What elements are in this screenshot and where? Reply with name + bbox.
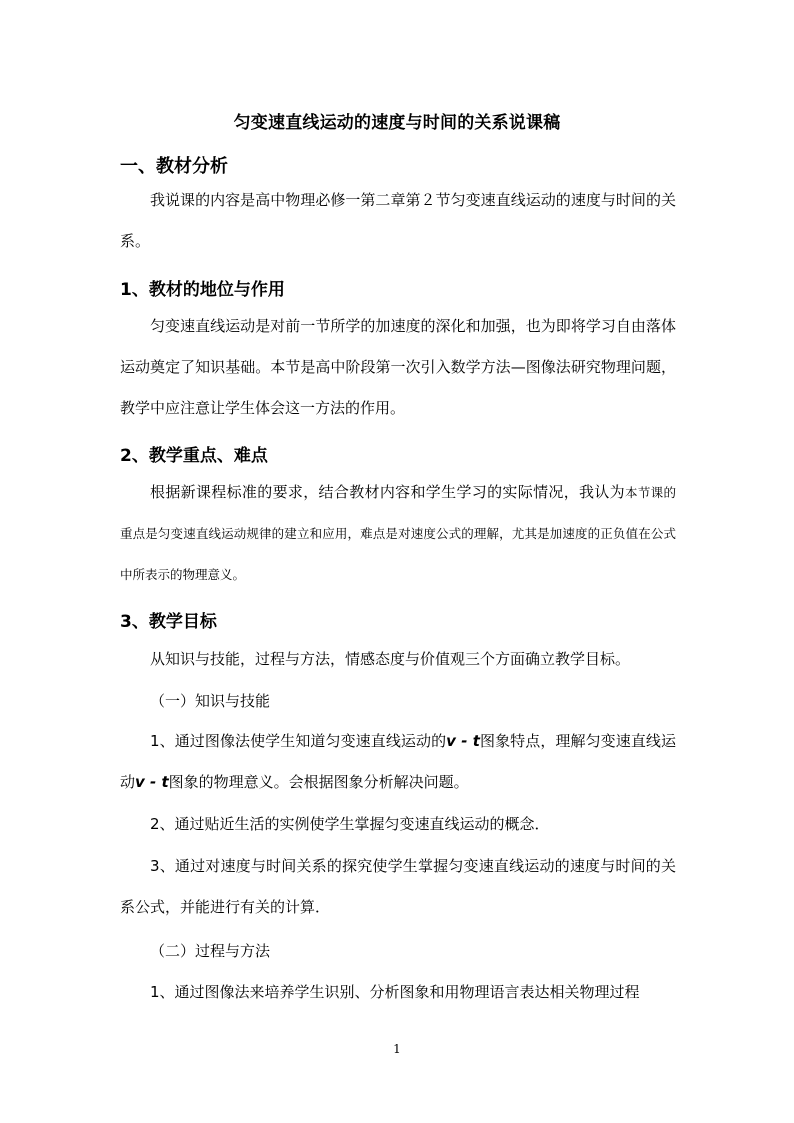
- goal-item-1-text-a: 1、通过图像法使学生知道匀变速直线运动的: [150, 732, 447, 750]
- document-title: 匀变速直线运动的速度与时间的关系说课稿: [233, 113, 561, 133]
- objectives-intro-paragraph: 从知识与技能，过程与方法，情感态度与价值观三个方面确立教学目标。: [150, 650, 631, 668]
- vt-variable-2: v - t: [135, 773, 169, 791]
- key-points-paragraph: [120, 472, 676, 595]
- vt-variable: v - t: [446, 732, 480, 750]
- goal-heading-process-methods: （二）过程与方法: [150, 942, 271, 960]
- goal-item-2: 2、通过贴近生活的实例使学生掌握匀变速直线运动的概念．: [150, 815, 550, 833]
- status-role-paragraph: 匀变速直线运动是对前一节所学的加速度的深化和加强，也为即将学习自由落体运动奠定了知识基础。本节是高中阶段第一次引入数学方法—图像法研究物理问题，教学中应注意让学生体会这一方法的作用。: [120, 317, 676, 417]
- subsection-heading-objectives: 3、教学目标: [120, 612, 217, 632]
- goal-item-3: 3、通过对速度与时间关系的探究使学生掌握匀变速直线运动的速度与时间的关系公式，并能进行有关的计算．: [120, 857, 676, 916]
- goal2-item-1: 1、通过图像法来培养学生识别、分析图象和用物理语言表达相关物理过程: [150, 983, 640, 1001]
- goal-item-1-text-c: 图象的物理意义。会根据图象分析解决问题。: [168, 773, 469, 791]
- page-number: 1: [393, 1042, 401, 1056]
- key-points-text-main: 根据新课程标准的要求，结合教材内容和学生学习的实际情况，我认为: [150, 483, 626, 501]
- section-intro-paragraph: 我说课的内容是高中物理必修一第二章第２节匀变速直线运动的速度与时间的关系。: [120, 191, 676, 250]
- section-heading-textbook-analysis: 一、教材分析: [120, 156, 228, 177]
- goal-item-1-text-b: 图象特点，理解匀变速直线运动: [120, 732, 676, 791]
- goal-heading-knowledge-skills: （一）知识与技能: [150, 692, 271, 710]
- key-points-text-detail: 本节课的重点是匀变速直线运动规律的建立和应用，难点是对速度公式的理解，尤其是加速度的正负值在公式中所表示的物理意义。: [120, 485, 676, 582]
- subsection-heading-key-points: 2、教学重点、难点: [120, 446, 268, 466]
- goal-item-1: [120, 721, 676, 803]
- subsection-heading-status-role: 1、教材的地位与作用: [120, 280, 285, 300]
